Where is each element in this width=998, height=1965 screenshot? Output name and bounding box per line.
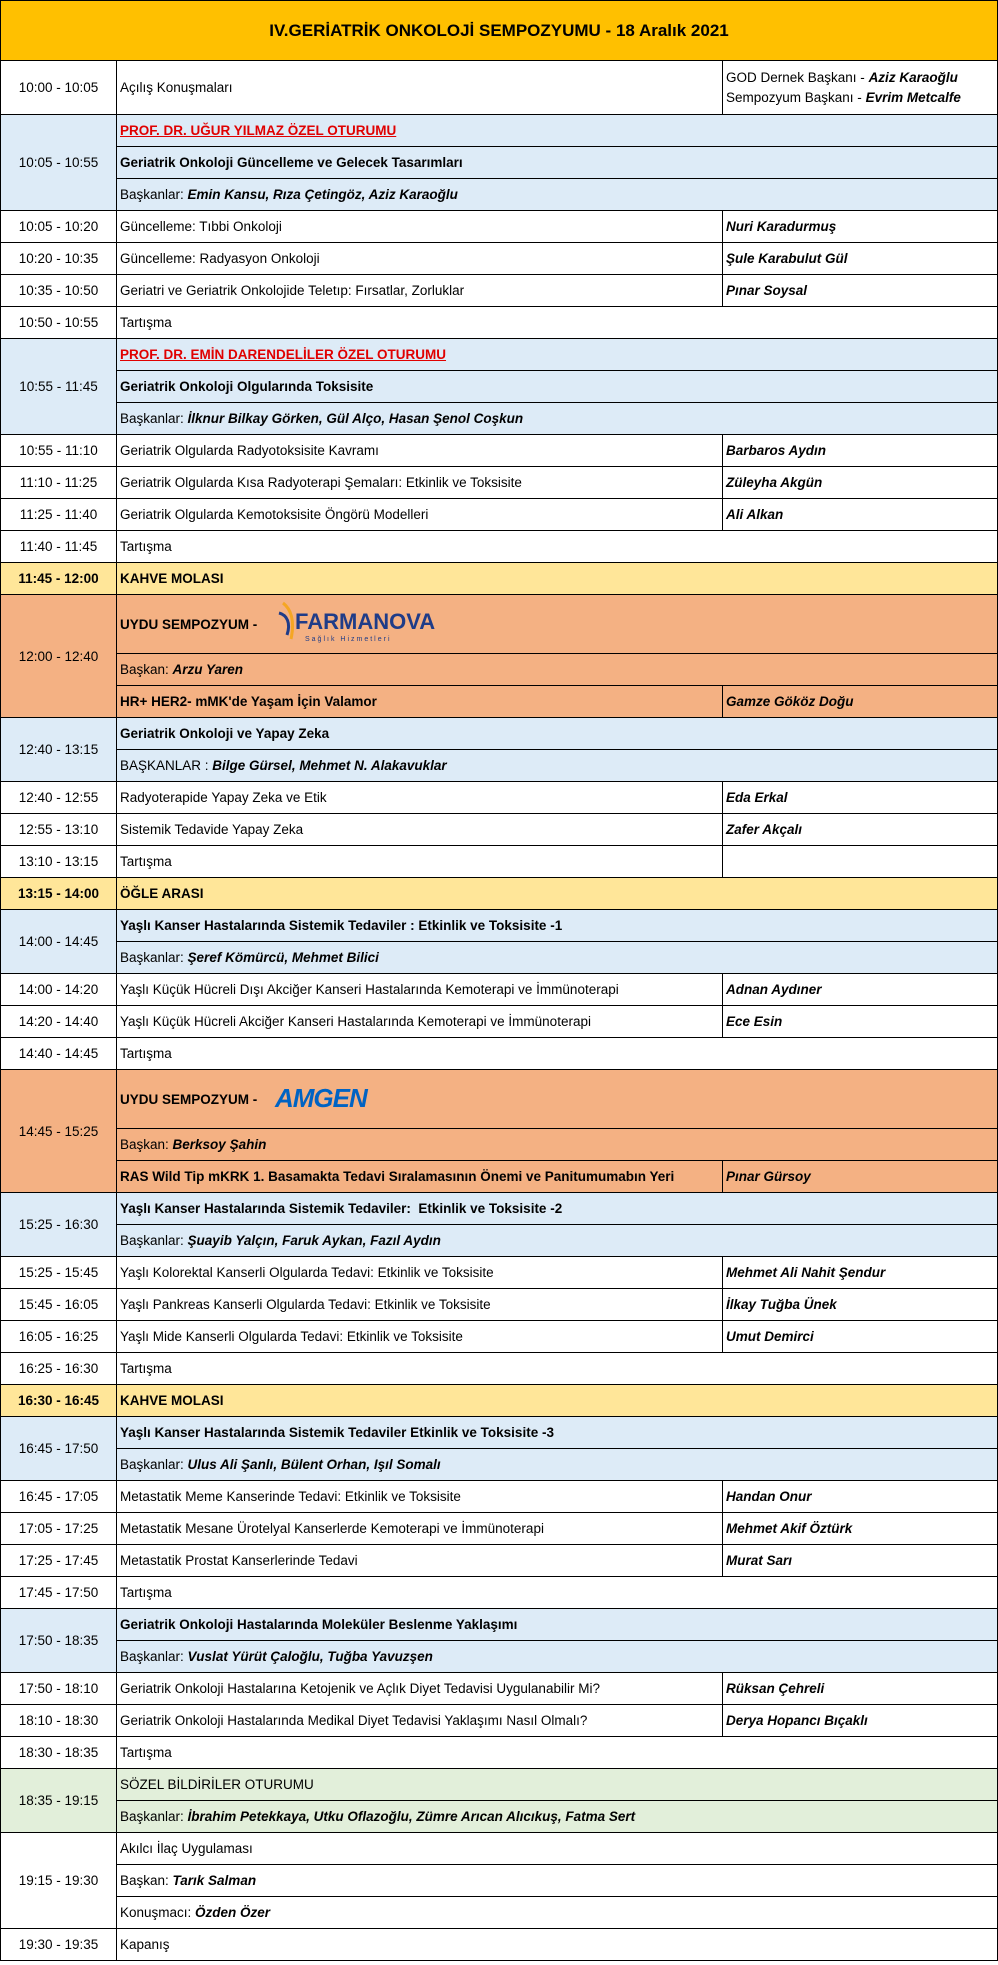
chairs-row <box>1 1449 998 1481</box>
break-row <box>1 563 998 595</box>
chairs-row <box>1 179 998 211</box>
chairs-label: Başkanlar: <box>120 1649 188 1664</box>
topic-cell: Yaşlı Kolorektal Kanserli Olgularda Tedavi: Etkinlik ve Toksisite <box>117 1257 723 1289</box>
speaker-cell: Gamze Gököz Doğu <box>723 686 998 718</box>
satellite-label: UYDU SEMPOZYUM - <box>120 1091 258 1107</box>
time-cell: 13:10 - 13:15 <box>1 846 117 878</box>
chairs-names: Şuayib Yalçın, Faruk Aykan, Fazıl Aydın <box>187 1233 441 1248</box>
farmanova-logo-subtext: Sağlık Hizmetleri <box>305 635 392 643</box>
discussion-label: Tartışma <box>117 846 723 878</box>
topic-cell: Yaşlı Küçük Hücreli Dışı Akciğer Kanseri Hastalarında Kemoterapi ve İmmünoterapi <box>117 974 723 1006</box>
empty-cell <box>723 846 998 878</box>
session-time: 12:40 - 13:15 <box>1 718 117 782</box>
break-row <box>1 878 998 910</box>
time-cell: 18:30 - 18:35 <box>1 1737 117 1769</box>
time-cell: 10:00 - 10:05 <box>1 61 117 115</box>
farmanova-logo-text: FARMANOVA <box>295 608 436 634</box>
speaker-cell: Pınar Gürsoy <box>723 1161 998 1193</box>
talk-row <box>1 814 998 846</box>
session-time: 12:00 - 12:40 <box>1 595 117 718</box>
discussion-label: Tartışma <box>117 531 998 563</box>
speaker-row <box>1 1897 998 1929</box>
session-title-row <box>1 147 998 179</box>
break-label: ÖĞLE ARASI <box>117 878 998 910</box>
chairs-names: Bilge Gürsel, Mehmet N. Alakavuklar <box>212 758 447 773</box>
speaker-cell: Murat Sarı <box>723 1545 998 1577</box>
speaker-cell: Nuri Karadurmuş <box>723 211 998 243</box>
talk-row <box>1 1257 998 1289</box>
time-cell: 10:35 - 10:50 <box>1 275 117 307</box>
role-label: Sempozyum Başkanı - <box>726 89 866 105</box>
chairs-row <box>1 1129 998 1161</box>
chairs-row <box>1 654 998 686</box>
time-cell: 15:45 - 16:05 <box>1 1289 117 1321</box>
talk-row <box>1 435 998 467</box>
session-time: 15:25 - 16:30 <box>1 1193 117 1257</box>
discussion-label: Tartışma <box>117 1038 998 1070</box>
talk-row <box>1 1481 998 1513</box>
session-time: 10:05 - 10:55 <box>1 115 117 211</box>
time-cell: 14:00 - 14:20 <box>1 974 117 1006</box>
time-cell: 14:20 - 14:40 <box>1 1006 117 1038</box>
speaker-label: Konuşmacı: <box>120 1905 196 1920</box>
time-cell: 11:40 - 11:45 <box>1 531 117 563</box>
chairs-cell <box>117 403 998 435</box>
session-title: Geriatrik Onkoloji ve Yapay Zeka <box>117 718 998 750</box>
topic-cell: Yaşlı Küçük Hücreli Akciğer Kanseri Hastalarında Kemoterapi ve İmmünoterapi <box>117 1006 723 1038</box>
talk-row <box>1 1321 998 1353</box>
chairs-cell <box>117 1865 998 1897</box>
session-title-row <box>1 1769 998 1801</box>
satellite-header-row <box>1 595 998 654</box>
opening-speakers <box>723 61 998 115</box>
session-title: Yaşlı Kanser Hastalarında Sistemik Tedaviler Etkinlik ve Toksisite -3 <box>117 1417 998 1449</box>
chairs-names: Emin Kansu, Rıza Çetingöz, Aziz Karaoğlu <box>187 187 458 202</box>
session-title-row <box>1 910 998 942</box>
time-cell: 15:25 - 15:45 <box>1 1257 117 1289</box>
time-cell: 12:40 - 12:55 <box>1 782 117 814</box>
break-label: KAHVE MOLASI <box>117 1385 998 1417</box>
session-time: 18:35 - 19:15 <box>1 1769 117 1833</box>
topic-cell: Geriatrik Olgularda Kemotoksisite Öngörü Modelleri <box>117 499 723 531</box>
talk-row <box>1 275 998 307</box>
role-label: GOD Dernek Başkanı - <box>726 69 869 85</box>
speaker-name: Evrim Metcalfe <box>865 89 961 105</box>
time-cell: 11:45 - 12:00 <box>1 563 117 595</box>
speaker-cell: Adnan Aydıner <box>723 974 998 1006</box>
chairs-label: Başkanlar: <box>120 1809 188 1824</box>
chairs-label: BAŞKANLAR : <box>120 758 213 773</box>
topic-cell: Açılış Konuşmaları <box>117 61 723 115</box>
session-header-row <box>1 339 998 371</box>
amgen-logo <box>273 1081 383 1118</box>
speaker-name: Özden Özer <box>195 1905 271 1920</box>
session-time: 19:15 - 19:30 <box>1 1833 117 1929</box>
discussion-row <box>1 1353 998 1385</box>
chairs-names: Tarık Salman <box>172 1873 257 1888</box>
topic-cell: HR+ HER2- mMK'de Yaşam İçin Valamor <box>117 686 723 718</box>
session-title-row <box>1 371 998 403</box>
chairs-names: Vuslat Yürüt Çaloğlu, Tuğba Yavuzşen <box>187 1649 433 1664</box>
time-cell: 16:05 - 16:25 <box>1 1321 117 1353</box>
chairs-label: Başkanlar: <box>120 1457 188 1472</box>
talk-row <box>1 1545 998 1577</box>
topic-cell: Geriatrik Olgularda Kısa Radyoterapi Şemaları: Etkinlik ve Toksisite <box>117 467 723 499</box>
topic-cell: Geriatrik Onkoloji Hastalarında Medikal Diyet Tedavisi Yaklaşımı Nasıl Olmalı? <box>117 1705 723 1737</box>
speaker-name: Aziz Karaoğlu <box>868 69 958 85</box>
time-cell: 17:05 - 17:25 <box>1 1513 117 1545</box>
time-cell: 16:45 - 17:05 <box>1 1481 117 1513</box>
chairs-label: Başkanlar: <box>120 187 188 202</box>
chairs-label: Başkanlar: <box>120 1233 188 1248</box>
talk-row <box>1 499 998 531</box>
session-title: Geriatrik Onkoloji Hastalarında Moleküler Beslenme Yaklaşımı <box>117 1609 998 1641</box>
satellite-title <box>117 1070 998 1129</box>
break-label: KAHVE MOLASI <box>117 563 998 595</box>
talk-row <box>1 974 998 1006</box>
speaker-cell: Handan Onur <box>723 1481 998 1513</box>
time-cell: 19:30 - 19:35 <box>1 1929 117 1961</box>
chairs-row <box>1 1801 998 1833</box>
topic-cell: Geriatrik Olgularda Radyotoksisite Kavramı <box>117 435 723 467</box>
topic-cell: Metastatik Prostat Kanserlerinde Tedavi <box>117 1545 723 1577</box>
time-cell: 10:50 - 10:55 <box>1 307 117 339</box>
opening-row <box>1 61 998 115</box>
satellite-title <box>117 595 998 654</box>
chairs-row <box>1 942 998 974</box>
speaker-cell: Eda Erkal <box>723 782 998 814</box>
speaker-cell: Zafer Akçalı <box>723 814 998 846</box>
topic-cell: Geriatri ve Geriatrik Onkolojide Teletıp: Fırsatlar, Zorluklar <box>117 275 723 307</box>
special-session-label: PROF. DR. EMİN DARENDELİLER ÖZEL OTURUMU <box>120 347 447 362</box>
session-title: SÖZEL BİLDİRİLER OTURUMU <box>117 1769 998 1801</box>
farmanova-logo <box>273 599 436 650</box>
talk-row <box>1 686 998 718</box>
chairs-cell <box>117 179 998 211</box>
time-cell: 16:30 - 16:45 <box>1 1385 117 1417</box>
discussion-row <box>1 531 998 563</box>
speaker-cell: Züleyha Akgün <box>723 467 998 499</box>
amgen-logo-text: AMGEN <box>275 1082 367 1113</box>
time-cell: 17:25 - 17:45 <box>1 1545 117 1577</box>
chairs-cell <box>117 1449 998 1481</box>
topic-cell: Güncelleme: Radyasyon Onkoloji <box>117 243 723 275</box>
satellite-header-row <box>1 1070 998 1129</box>
time-cell: 18:10 - 18:30 <box>1 1705 117 1737</box>
special-session-title <box>117 339 998 371</box>
session-title-row <box>1 718 998 750</box>
talk-row <box>1 1006 998 1038</box>
speaker-cell: Barbaros Aydın <box>723 435 998 467</box>
chairs-label: Başkan: <box>120 662 173 677</box>
time-cell: 10:05 - 10:20 <box>1 211 117 243</box>
chairs-label: Başkan: <box>120 1137 173 1152</box>
chairs-cell <box>117 654 998 686</box>
chairs-cell <box>117 750 998 782</box>
speaker-cell <box>117 1897 998 1929</box>
chairs-names: Ulus Ali Şanlı, Bülent Orhan, Işıl Somalı <box>187 1457 441 1472</box>
session-time: 14:45 - 15:25 <box>1 1070 117 1193</box>
chairs-label: Başkan: <box>120 1873 173 1888</box>
session-title-row <box>1 1833 998 1865</box>
chairs-names: İlknur Bilkay Görken, Gül Alço, Hasan Şenol Coşkun <box>187 411 524 426</box>
session-title-row <box>1 1193 998 1225</box>
topic-cell: Geriatrik Onkoloji Hastalarına Ketojenik ve Açlık Diyet Tedavisi Uygulanabilir Mi? <box>117 1673 723 1705</box>
session-title-row <box>1 1609 998 1641</box>
time-cell: 10:55 - 11:10 <box>1 435 117 467</box>
speaker-cell: Umut Demirci <box>723 1321 998 1353</box>
chairs-row <box>1 750 998 782</box>
speaker-cell: Mehmet Ali Nahit Şendur <box>723 1257 998 1289</box>
talk-row <box>1 782 998 814</box>
talk-row <box>1 1705 998 1737</box>
speaker-cell: İlkay Tuğba Ünek <box>723 1289 998 1321</box>
session-title: Yaşlı Kanser Hastalarında Sistemik Tedaviler : Etkinlik ve Toksisite -1 <box>117 910 998 942</box>
time-cell: 16:25 - 16:30 <box>1 1353 117 1385</box>
talk-row <box>1 1513 998 1545</box>
speaker-cell: Derya Hopancı Bıçaklı <box>723 1705 998 1737</box>
discussion-label: Tartışma <box>117 1577 998 1609</box>
talk-row <box>1 243 998 275</box>
chairs-row <box>1 403 998 435</box>
closing-label: Kapanış <box>117 1929 998 1961</box>
discussion-row <box>1 1038 998 1070</box>
session-title: Akılcı İlaç Uygulaması <box>117 1833 998 1865</box>
chairs-row <box>1 1641 998 1673</box>
speaker-cell: Şule Karabulut Gül <box>723 243 998 275</box>
topic-cell: RAS Wild Tip mKRK 1. Basamakta Tedavi Sıralamasının Önemi ve Panitumumabın Yeri <box>117 1161 723 1193</box>
closing-row <box>1 1929 998 1961</box>
page-title: IV.GERİATRİK ONKOLOJİ SEMPOZYUMU - 18 Aralık 2021 <box>1 1 998 61</box>
talk-row <box>1 1673 998 1705</box>
chairs-cell <box>117 1225 998 1257</box>
speaker-cell: Rüksan Çehreli <box>723 1673 998 1705</box>
time-cell: 17:45 - 17:50 <box>1 1577 117 1609</box>
chairs-names: Arzu Yaren <box>172 662 244 677</box>
topic-cell: Yaşlı Mide Kanserli Olgularda Tedavi: Etkinlik ve Toksisite <box>117 1321 723 1353</box>
discussion-row <box>1 307 998 339</box>
session-time: 16:45 - 17:50 <box>1 1417 117 1481</box>
chairs-cell <box>117 1801 998 1833</box>
special-session-label: PROF. DR. UĞUR YILMAZ ÖZEL OTURUMU <box>120 123 397 138</box>
topic-cell: Yaşlı Pankreas Kanserli Olgularda Tedavi: Etkinlik ve Toksisite <box>117 1289 723 1321</box>
time-cell: 14:40 - 14:45 <box>1 1038 117 1070</box>
topic-cell: Metastatik Mesane Ürotelyal Kanserlerde Kemoterapi ve İmmünoterapi <box>117 1513 723 1545</box>
session-time: 14:00 - 14:45 <box>1 910 117 974</box>
chairs-row <box>1 1865 998 1897</box>
chairs-names: Berksoy Şahin <box>172 1137 267 1152</box>
chairs-cell <box>117 1129 998 1161</box>
talk-row <box>1 211 998 243</box>
speaker-cell: Mehmet Akif Öztürk <box>723 1513 998 1545</box>
topic-cell: Metastatik Meme Kanserinde Tedavi: Etkinlik ve Toksisite <box>117 1481 723 1513</box>
session-time: 17:50 - 18:35 <box>1 1609 117 1673</box>
topic-cell: Radyoterapide Yapay Zeka ve Etik <box>117 782 723 814</box>
session-title: Geriatrik Onkoloji Olgularında Toksisite <box>117 371 998 403</box>
discussion-row <box>1 1737 998 1769</box>
speaker-cell: Ali Alkan <box>723 499 998 531</box>
discussion-row <box>1 846 998 878</box>
topic-cell: Güncelleme: Tıbbi Onkoloji <box>117 211 723 243</box>
talk-row <box>1 467 998 499</box>
time-cell: 11:10 - 11:25 <box>1 467 117 499</box>
time-cell: 11:25 - 11:40 <box>1 499 117 531</box>
session-header-row <box>1 115 998 147</box>
session-time: 10:55 - 11:45 <box>1 339 117 435</box>
time-cell: 13:15 - 14:00 <box>1 878 117 910</box>
topic-cell: Sistemik Tedavide Yapay Zeka <box>117 814 723 846</box>
time-cell: 12:55 - 13:10 <box>1 814 117 846</box>
discussion-label: Tartışma <box>117 1737 998 1769</box>
satellite-label: UYDU SEMPOZYUM - <box>120 616 258 632</box>
session-title-row <box>1 1417 998 1449</box>
speaker-cell: Ece Esin <box>723 1006 998 1038</box>
chairs-names: İbrahim Petekkaya, Utku Oflazoğlu, Zümre Arıcan Alıcıkuş, Fatma Sert <box>187 1809 636 1824</box>
discussion-label: Tartışma <box>117 307 998 339</box>
time-cell: 10:20 - 10:35 <box>1 243 117 275</box>
time-cell: 17:50 - 18:10 <box>1 1673 117 1705</box>
chairs-cell <box>117 1641 998 1673</box>
special-session-title <box>117 115 998 147</box>
discussion-label: Tartışma <box>117 1353 998 1385</box>
chairs-names: Şeref Kömürcü, Mehmet Bilici <box>187 950 379 965</box>
discussion-row <box>1 1577 998 1609</box>
talk-row <box>1 1161 998 1193</box>
chairs-row <box>1 1225 998 1257</box>
session-title: Geriatrik Onkoloji Güncelleme ve Gelecek Tasarımları <box>117 147 998 179</box>
break-row <box>1 1385 998 1417</box>
chairs-cell <box>117 942 998 974</box>
session-title: Yaşlı Kanser Hastalarında Sistemik Tedaviler: Etkinlik ve Toksisite -2 <box>117 1193 998 1225</box>
chairs-label: Başkanlar: <box>120 411 188 426</box>
speaker-cell: Pınar Soysal <box>723 275 998 307</box>
chairs-label: Başkanlar: <box>120 950 188 965</box>
talk-row <box>1 1289 998 1321</box>
